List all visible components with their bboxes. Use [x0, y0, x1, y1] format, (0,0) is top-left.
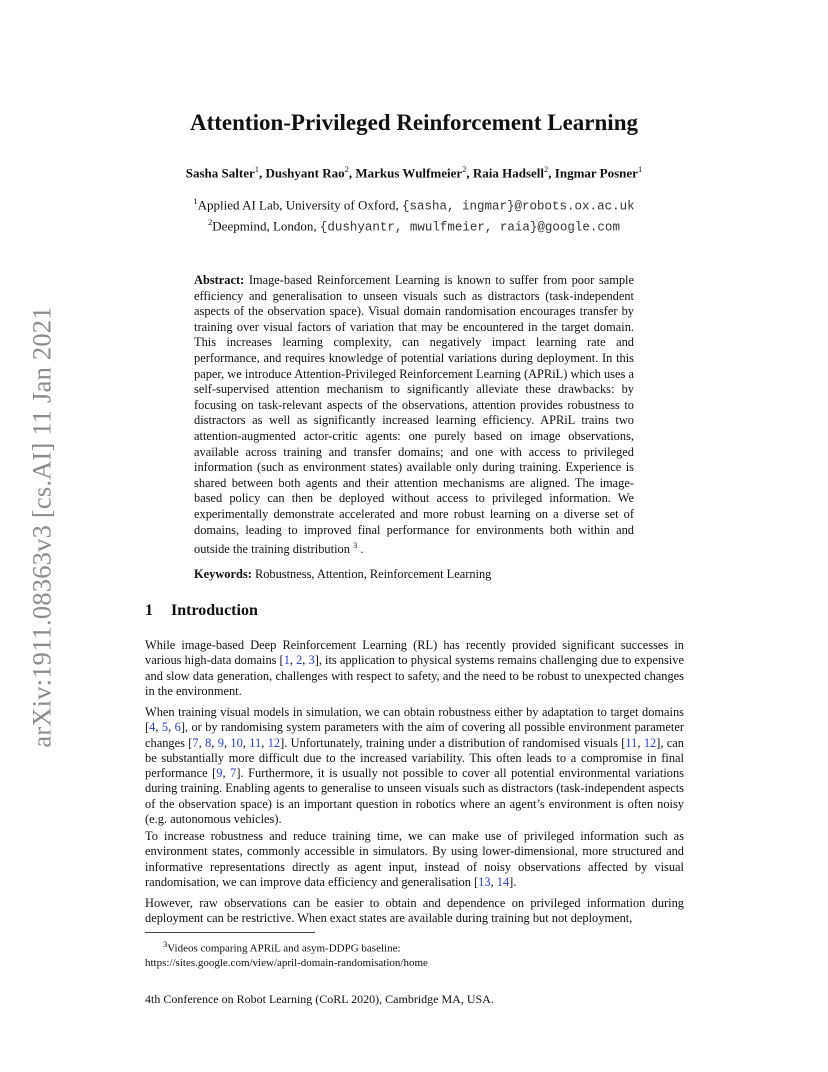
paragraph-text: To increase robustness and reduce training time, we can make use of privileged information such as environment states, commonly accessible in simulators. By using lower-dimensional, more structured and informative representations directly as agent input, instead of noisy observations affected by visual randomisation, we can improve data efficiency and generalisation [ [145, 829, 684, 889]
paragraph-text: ]. Unfortunately, training under a distribution of randomised visuals [ [280, 735, 626, 750]
footnote-mark: 3 [353, 540, 358, 551]
author-affiliation-mark: 2 [544, 164, 549, 174]
citation-link[interactable]: 4 [149, 720, 156, 735]
affiliation-number: 2 [208, 216, 213, 227]
citation-link[interactable]: 7 [192, 735, 199, 750]
citation-link[interactable]: 10 [230, 735, 243, 750]
author-affiliation-mark: 1 [637, 164, 643, 174]
paragraph-text: However, raw observations can be easier to obtain and dependence on privileged information during deployment can be restrictive. When exact states are available during training but not deployment, [145, 896, 684, 926]
paragraph-text: ], or by randomising system parameters with the aim of covering all possible environment parameter changes [ [145, 720, 684, 750]
paragraph-text: , [261, 735, 268, 750]
abstract-text: Image-based Reinforcement Learning is known to suffer from poor sample efficiency and generalisation to unseen visuals such as distractors (task-independent aspects of the observation space). Visual domain randomisation encourages transfer by training over visual factors of variation that may be encountered in the target domain. This increases learning complexity, can negatively impact learning rate and performance, and requires knowledge of potential variations during deployment. In this paper, we introduce Attention-Privileged Reinforcement Learning (APRiL) which uses a self-supervised attention mechanism to significantly alleviate these drawbacks: by focusing on task-relevant aspects of the observations, attention provides robustness to distractors as well as significantly increased learning efficiency. APRiL trains two attention-augmented actor-critic agents: one purely based on image observations, available across training and transfer domains; and one with access to privileged information (such as environment states) available only during training. Experience is shared between both agents and their attention mechanisms are aligned. The image-based policy can then be deployed without access to privileged information. We experimentally demonstrate accelerated and more robust learning on a diverse set of domains, leading to improved final performance for environments both within and outside the training distribution [194, 273, 634, 557]
citation-link[interactable]: 7 [230, 766, 237, 781]
abstract-end: . [357, 542, 364, 557]
paragraph-text: , [211, 735, 218, 750]
citation-link[interactable]: 14 [496, 874, 510, 889]
citation-link[interactable]: 13 [478, 874, 491, 889]
citation-link[interactable]: 3 [308, 653, 315, 668]
author-affiliation-mark: 1 [254, 164, 259, 174]
intro-paragraph [145, 829, 684, 890]
author-affiliation-mark: 2 [344, 164, 349, 174]
affiliation-emails: {dushyantr, mwulfmeier, raia}@google.com [319, 220, 620, 235]
paper-title: Attention-Privileged Reinforcement Learning [190, 110, 638, 135]
affiliation-text: Applied AI Lab, University of Oxford, [197, 197, 403, 213]
intro-paragraph [145, 638, 684, 699]
paragraph-text: , [222, 766, 231, 781]
author-affiliation-mark: 2 [462, 164, 467, 174]
paragraph-text: While image-based Deep Reinforcement Learning (RL) has recently provided significant successes in various high-data domains [ [145, 638, 684, 668]
paragraph-text: , [302, 653, 309, 668]
affiliation-text: Deepmind, London, [212, 218, 320, 234]
paragraph-text: ]. [509, 874, 517, 889]
citation-link[interactable]: 12 [267, 735, 281, 750]
footnote-divider [145, 932, 315, 933]
footnote-url: https://sites.google.com/view/april-domain-randomisation/home [145, 956, 428, 969]
intro-paragraph [145, 896, 684, 927]
citation-link[interactable]: 2 [296, 653, 303, 668]
footnote [145, 937, 684, 970]
abstract-label: Abstract: [194, 273, 245, 287]
paragraph-text: , [242, 735, 250, 750]
intro-paragraph [145, 705, 684, 827]
section-title: Introduction [171, 602, 258, 619]
arxiv-stamp-text: arXiv:1911.08363v3 [cs.AI] 11 Jan 2021 [26, 306, 57, 748]
citation-link[interactable]: 9 [216, 766, 223, 781]
author-name: Markus Wulfmeier [355, 165, 463, 181]
paragraph-text: ]. Furthermore, it is usually not possible to cover all potential environmental variations during training. Enabling agents to generalise to unseen visuals such as distractors (task-independent aspects of the observation space) is an important question in robotics where an agent’s environment is often noisy (e.g. autonomous vehicles). [145, 766, 685, 827]
paragraph-text: ], can be substantially more difficult due to the increased variability. This often leads to a compromise in final performance [ [145, 735, 684, 781]
footnote-number: 3 [163, 939, 168, 949]
section-number: 1 [145, 602, 153, 619]
paragraph-text: , [289, 653, 297, 668]
author-name: Raia Hadsell [472, 165, 545, 181]
footnote-text: Videos comparing APRiL and asym-DDPG baseline: [167, 942, 401, 955]
paragraph-text: , [198, 735, 206, 750]
paragraph-text: , [637, 735, 644, 750]
citation-link[interactable]: 9 [217, 735, 224, 750]
affiliation-line [0, 215, 828, 236]
citation-link[interactable]: 1 [283, 653, 290, 668]
abstract [194, 273, 634, 558]
citation-link[interactable]: 11 [249, 735, 262, 750]
footnote-line [145, 937, 684, 956]
paragraph-text: , [155, 720, 162, 735]
conference-note: 4th Conference on Robot Learning (CoRL 2020), Cambridge MA, USA. [145, 992, 494, 1006]
citation-link[interactable]: 5 [161, 720, 169, 735]
affiliations [0, 194, 828, 236]
citation-link[interactable]: 8 [205, 735, 212, 750]
keywords-text: Robustness, Attention, Reinforcement Learning [254, 567, 492, 581]
citation-link[interactable]: 11 [625, 735, 638, 750]
paragraph-text: ], its application to physical systems remains challenging due to expensive and slow data generation, challenges with respect to safety, and the need to be robust to unexpected changes in the environment. [145, 653, 684, 698]
keywords [194, 567, 634, 582]
paragraph-text: , [168, 720, 175, 735]
keywords-label: Keywords: [194, 567, 252, 581]
affiliation-emails: {sasha, ingmar}@robots.ox.ac.uk [402, 199, 635, 214]
citation-link[interactable]: 12 [643, 735, 657, 750]
author-name: Ingmar Posner [554, 165, 638, 181]
paragraph-text: , [223, 735, 231, 750]
paragraph-text: , [490, 874, 497, 889]
author-list: Sasha Salter$^1$, Dushyant Rao$^2$, Markus Wulfmeier$^2$, Raia Hadsell$^2$, Ingmar Posner$^1$ [185, 164, 643, 181]
citation-link[interactable]: 6 [174, 720, 181, 735]
paragraph-text: When training visual models in simulation, we can obtain robustness either by adaptation to target domains [ [145, 705, 684, 735]
affiliation-number: 1 [193, 196, 198, 206]
arxiv-identifier-stamp [22, 296, 62, 758]
author-name: Sasha Salter [185, 165, 255, 181]
author-name: Dushyant Rao [265, 165, 345, 181]
section-heading [145, 602, 258, 620]
affiliation-line [0, 194, 828, 215]
